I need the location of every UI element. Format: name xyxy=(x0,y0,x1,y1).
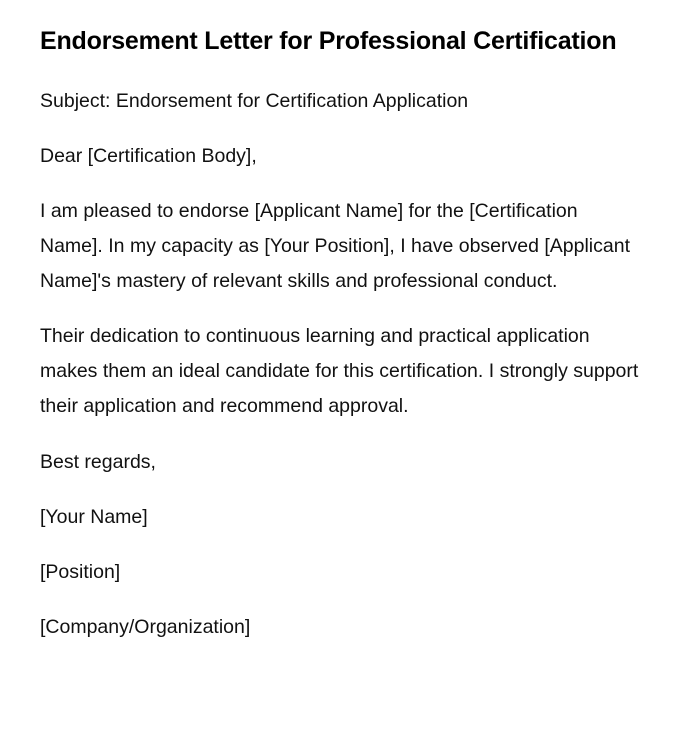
subject-line: Subject: Endorsement for Certification Application xyxy=(40,90,469,112)
signature-organization: [Company/Organization] xyxy=(40,616,251,638)
closing: Best regards, xyxy=(40,451,156,473)
signature-name: [Your Name] xyxy=(40,506,148,528)
salutation: Dear [Certification Body], xyxy=(40,145,257,167)
signature-position: [Position] xyxy=(40,561,121,583)
body-paragraph-1: I am pleased to endorse [Applicant Name] for the [Certification Name]. In my capacity as [Your Position], I have observed [Applicant Name]'s mastery of relevant skills and professional conduct. xyxy=(40,200,630,292)
document-title: Endorsement Letter for Professional Certification xyxy=(40,27,617,55)
body-paragraph-2: Their dedication to continuous learning and practical application makes them an ideal candidate for this certification. I strongly support their application and recommend approval. xyxy=(40,325,639,417)
